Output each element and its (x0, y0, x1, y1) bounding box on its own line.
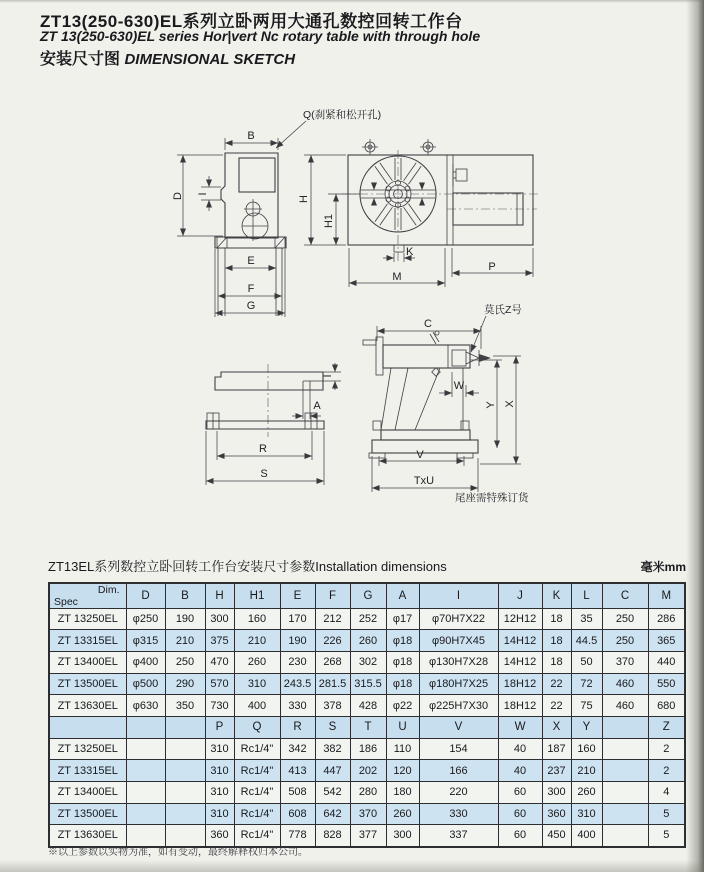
dim-label-s: S (260, 468, 268, 480)
value-cell: 250 (602, 630, 648, 652)
value-cell: 166 (419, 760, 498, 782)
column-header: D (126, 583, 165, 608)
unit-label: 毫米mm (640, 560, 686, 574)
spec-cell: ZT 13315EL (49, 760, 126, 782)
value-cell: 310 (234, 673, 280, 695)
value-cell: φ22 (386, 695, 419, 717)
value-cell: 315.5 (350, 673, 386, 695)
dim-label-h: H (298, 195, 310, 203)
spec-cell: ZT 13250EL (49, 738, 126, 760)
dim-label-r: R (259, 443, 267, 455)
value-cell: 250 (602, 608, 648, 630)
value-cell: 44.5 (571, 630, 602, 652)
value-cell: 170 (280, 608, 315, 630)
table-title-en: Installation dimensions (315, 559, 447, 574)
column-header: Z (648, 716, 685, 738)
value-cell: 180 (386, 782, 419, 804)
dim-label-k: K (406, 246, 414, 258)
dim-label-y: Y (485, 401, 497, 409)
spec-cell: ZT 13315EL (49, 630, 126, 652)
spec-cell: ZT 13630EL (49, 695, 126, 717)
value-cell (165, 803, 205, 825)
column-header: Q (234, 716, 280, 738)
callout-clamp-hole: Q(刹紧和松开孔) (303, 109, 382, 121)
value-cell (126, 738, 165, 760)
value-cell: 378 (315, 695, 350, 717)
value-cell: 286 (648, 608, 685, 630)
corner-spec-label: Spec (54, 595, 78, 608)
value-cell: 60 (498, 803, 542, 825)
value-cell: 22 (542, 695, 571, 717)
column-header: X (542, 716, 571, 738)
value-cell: 260 (571, 782, 602, 804)
spec-cell: ZT 13400EL (49, 782, 126, 804)
value-cell (602, 803, 648, 825)
value-cell: Rc1/4" (234, 803, 280, 825)
value-cell: 400 (571, 825, 602, 847)
value-cell: 14H12 (498, 651, 542, 673)
value-cell: 190 (165, 608, 205, 630)
value-cell: 375 (205, 630, 234, 652)
value-cell: 18H12 (498, 695, 542, 717)
value-cell: 337 (419, 825, 498, 847)
value-cell: 75 (571, 695, 602, 717)
value-cell: 310 (571, 803, 602, 825)
value-cell: 250 (165, 651, 205, 673)
value-cell: 360 (205, 825, 234, 847)
column-header: B (165, 583, 205, 608)
value-cell: 260 (386, 803, 419, 825)
dim-label-c: C (424, 318, 432, 330)
value-cell: φ315 (126, 630, 165, 652)
column-header: W (498, 716, 542, 738)
callout-morse-taper: 莫氏Z号 (484, 304, 522, 316)
value-cell: 300 (542, 782, 571, 804)
value-cell: 120 (386, 760, 419, 782)
dim-label-p: P (488, 261, 496, 273)
value-cell: 330 (280, 695, 315, 717)
dim-label-v: V (416, 449, 424, 461)
value-cell: 342 (280, 738, 315, 760)
value-cell: 12H12 (498, 608, 542, 630)
value-cell: 310 (205, 803, 234, 825)
column-header: F (315, 583, 350, 608)
value-cell: φ400 (126, 651, 165, 673)
dim-label-txu: TxU (413, 475, 435, 487)
value-cell: φ130H7X28 (419, 651, 498, 673)
table-row (49, 782, 685, 804)
value-cell (602, 782, 648, 804)
value-cell: 230 (280, 651, 315, 673)
value-cell: 300 (205, 608, 234, 630)
dim-label-m: M (392, 271, 402, 283)
table-row (49, 608, 685, 630)
value-cell: 310 (205, 760, 234, 782)
dim-label-w: W (453, 380, 465, 392)
value-cell: 243.5 (280, 673, 315, 695)
column-header: U (386, 716, 419, 738)
value-cell: 4 (648, 782, 685, 804)
value-cell: 400 (234, 695, 280, 717)
value-cell: 202 (350, 760, 386, 782)
value-cell: 268 (315, 651, 350, 673)
value-cell: 542 (315, 782, 350, 804)
column-header (602, 716, 648, 738)
value-cell: 210 (571, 760, 602, 782)
installation-dimensions-table (48, 582, 686, 848)
value-cell: 365 (648, 630, 685, 652)
value-cell: 18 (542, 630, 571, 652)
value-cell: Rc1/4" (234, 738, 280, 760)
column-header: R (280, 716, 315, 738)
value-cell: 2 (648, 738, 685, 760)
table-row (49, 760, 685, 782)
value-cell: 160 (234, 608, 280, 630)
table-row (49, 803, 685, 825)
value-cell: φ250 (126, 608, 165, 630)
value-cell: 413 (280, 760, 315, 782)
value-cell: φ500 (126, 673, 165, 695)
value-cell: 460 (602, 673, 648, 695)
dim-label-h1: H1 (323, 213, 335, 229)
subtitle-en: DIMENSIONAL SKETCH (124, 51, 296, 68)
base-section-view (206, 364, 324, 437)
value-cell: 260 (350, 630, 386, 652)
value-cell: 40 (498, 738, 542, 760)
value-cell: 370 (350, 803, 386, 825)
value-cell: 460 (602, 695, 648, 717)
value-cell (165, 760, 205, 782)
value-cell (126, 803, 165, 825)
column-header: P (205, 716, 234, 738)
footnote: ※以上参数以实物为准，如有变动，最终解释权归本公司。 (48, 847, 308, 858)
table-title-cn: ZT13EL系列数控立卧回转工作台安装尺寸参数 (48, 559, 316, 574)
value-cell (602, 825, 648, 847)
value-cell: 828 (315, 825, 350, 847)
value-cell: φ17 (386, 608, 419, 630)
spec-cell (49, 716, 126, 738)
value-cell: 60 (498, 825, 542, 847)
value-cell: 110 (386, 738, 419, 760)
table-row (49, 673, 685, 695)
value-cell: 450 (542, 825, 571, 847)
value-cell (165, 782, 205, 804)
note-tailstock-special-order: 尾座需特殊订货 (455, 492, 529, 504)
column-header: Y (571, 716, 602, 738)
value-cell: 642 (315, 803, 350, 825)
value-cell: 237 (542, 760, 571, 782)
subtitle-cn: 安装尺寸图 (40, 51, 121, 68)
value-cell: φ70H7X22 (419, 608, 498, 630)
value-cell: 2 (648, 760, 685, 782)
value-cell: 280 (350, 782, 386, 804)
value-cell: 226 (315, 630, 350, 652)
page-title-cn: ZT13(250-630)EL系列立卧两用大通孔数控回转工作台 (40, 12, 463, 31)
column-header: E (280, 583, 315, 608)
value-cell: 50 (571, 651, 602, 673)
dim-label-i: I (197, 192, 209, 196)
dim-label-g: G (246, 300, 256, 312)
value-cell: 377 (350, 825, 386, 847)
value-cell: 18 (542, 651, 571, 673)
value-cell: 35 (571, 608, 602, 630)
spec-cell: ZT 13500EL (49, 803, 126, 825)
value-cell: 302 (350, 651, 386, 673)
value-cell: φ90H7X45 (419, 630, 498, 652)
value-cell: φ630 (126, 695, 165, 717)
front-view (342, 139, 540, 262)
value-cell: φ180H7X25 (419, 673, 498, 695)
value-cell: 252 (350, 608, 386, 630)
value-cell (126, 760, 165, 782)
column-header: L (571, 583, 602, 608)
table-row (49, 583, 685, 608)
value-cell: 470 (205, 651, 234, 673)
dim-label-d: D (172, 192, 184, 200)
column-header: K (542, 583, 571, 608)
table-row (49, 716, 685, 738)
column-header: J (498, 583, 542, 608)
value-cell: 778 (280, 825, 315, 847)
dim-label-i2: I (322, 374, 334, 378)
column-header: A (386, 583, 419, 608)
table-row (49, 651, 685, 673)
value-cell: φ18 (386, 673, 419, 695)
value-cell: 190 (280, 630, 315, 652)
value-cell: Rc1/4" (234, 825, 280, 847)
column-header: M (648, 583, 685, 608)
value-cell: 608 (280, 803, 315, 825)
spec-cell: ZT 13400EL (49, 651, 126, 673)
value-cell: 360 (542, 803, 571, 825)
value-cell: 350 (165, 695, 205, 717)
value-cell: 680 (648, 695, 685, 717)
value-cell: 154 (419, 738, 498, 760)
spec-cell: ZT 13500EL (49, 673, 126, 695)
value-cell: 330 (419, 803, 498, 825)
value-cell: 428 (350, 695, 386, 717)
value-cell: 370 (602, 651, 648, 673)
value-cell (602, 738, 648, 760)
corner-dim-label: Dim. (97, 584, 120, 596)
table-row (49, 630, 685, 652)
column-header (126, 716, 165, 738)
column-header: I (419, 583, 498, 608)
value-cell: Rc1/4" (234, 760, 280, 782)
value-cell: 18 (542, 608, 571, 630)
table-row (49, 738, 685, 760)
spec-cell: ZT 13630EL (49, 825, 126, 847)
value-cell: 22 (542, 673, 571, 695)
scan-shadow-right (686, 0, 704, 872)
column-header: S (315, 716, 350, 738)
table-row (49, 695, 685, 717)
value-cell: 300 (386, 825, 419, 847)
column-header: V (419, 716, 498, 738)
value-cell: 186 (350, 738, 386, 760)
value-cell: 187 (542, 738, 571, 760)
column-header: H1 (234, 583, 280, 608)
value-cell: 508 (280, 782, 315, 804)
value-cell: 382 (315, 738, 350, 760)
dim-label-a: A (313, 400, 321, 412)
page-title-en: ZT 13(250-630)EL series Hor|vert Nc rotary table with through hole (40, 28, 481, 44)
value-cell: 290 (165, 673, 205, 695)
value-cell (165, 738, 205, 760)
value-cell: 570 (205, 673, 234, 695)
dim-label-x: X (504, 400, 516, 408)
dim-label-e: E (247, 255, 255, 267)
value-cell: 310 (205, 738, 234, 760)
column-header: H (205, 583, 234, 608)
spec-cell: ZT 13250EL (49, 608, 126, 630)
value-cell: 40 (498, 760, 542, 782)
value-cell: 18H12 (498, 673, 542, 695)
value-cell: 310 (205, 782, 234, 804)
value-cell (126, 782, 165, 804)
value-cell: 72 (571, 673, 602, 695)
value-cell: 210 (234, 630, 280, 652)
value-cell: φ18 (386, 630, 419, 652)
value-cell (602, 760, 648, 782)
table-title (48, 556, 447, 575)
value-cell: 730 (205, 695, 234, 717)
column-header: C (602, 583, 648, 608)
value-cell: 440 (648, 651, 685, 673)
value-cell: 160 (571, 738, 602, 760)
column-header (165, 716, 205, 738)
value-cell: φ18 (386, 651, 419, 673)
value-cell: 5 (648, 803, 685, 825)
value-cell: 281.5 (315, 673, 350, 695)
scan-shadow-top (0, 0, 704, 3)
dim-label-b: B (247, 130, 255, 142)
value-cell: 550 (648, 673, 685, 695)
value-cell: 220 (419, 782, 498, 804)
table-heading-row (48, 556, 686, 575)
corner-cell (49, 583, 126, 608)
value-cell: 260 (234, 651, 280, 673)
value-cell: 60 (498, 782, 542, 804)
value-cell: 447 (315, 760, 350, 782)
value-cell: 210 (165, 630, 205, 652)
scan-shadow-bottom (0, 860, 704, 872)
value-cell: φ225H7X30 (419, 695, 498, 717)
value-cell: 14H12 (498, 630, 542, 652)
column-header: G (350, 583, 386, 608)
value-cell: 5 (648, 825, 685, 847)
value-cell: Rc1/4" (234, 782, 280, 804)
value-cell: 212 (315, 608, 350, 630)
tailstock-dimensions (372, 303, 530, 504)
left-view-dimensions (172, 108, 381, 317)
dim-label-f: F (247, 283, 255, 295)
column-header: T (350, 716, 386, 738)
